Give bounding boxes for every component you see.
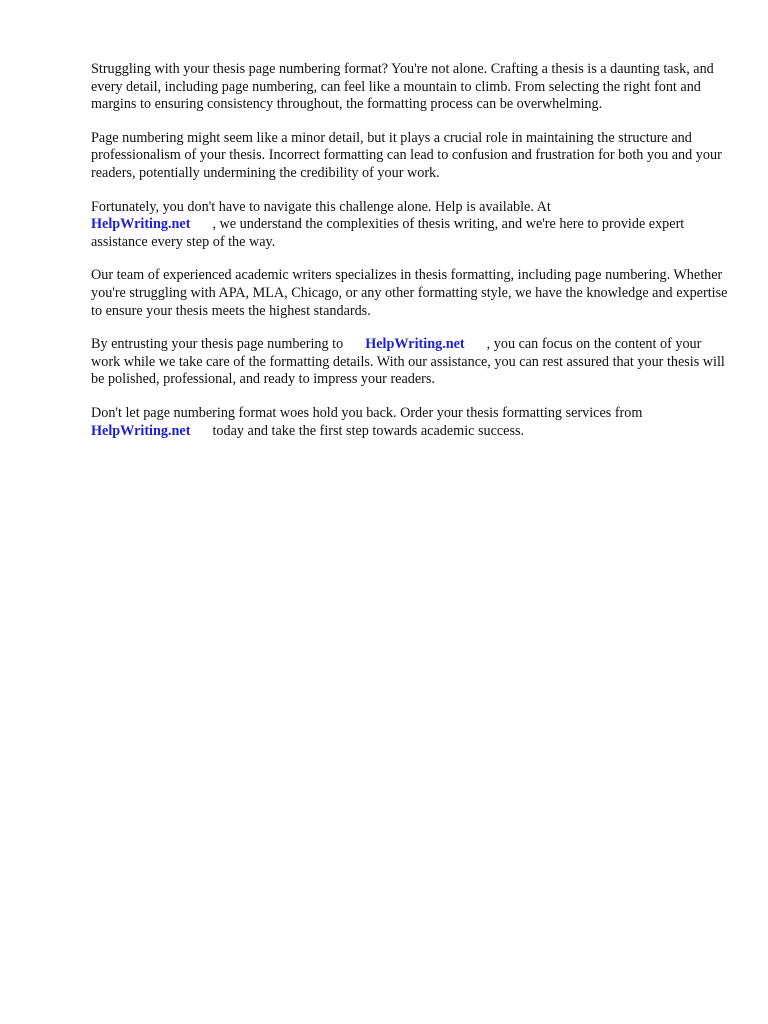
paragraph-help-available <box>91 199 731 252</box>
paragraph-team: Our team of experienced academic writers specializes in thesis formatting, including page numbering. Whether you're struggling with APA, MLA, Chicago, or any other formatting style, we have the knowledge and expertise to ensure your thesis meets the highest standards. <box>91 267 728 319</box>
paragraph-order-text-2: today and take the first step towards academic success. <box>212 422 525 439</box>
helpwriting-link[interactable]: HelpWriting.net <box>91 216 191 233</box>
helpwriting-link[interactable]: HelpWriting.net <box>365 336 465 353</box>
paragraph-entrusting-text: By entrusting your thesis page numbering to <box>91 336 344 353</box>
paragraph-entrusting <box>91 336 731 389</box>
paragraph-entrusting-text-2: , you can focus on the content of your work while we take care of the formatting details. With our assistance, you can rest assured that your thesis will be polished, professional, and ready to impress your readers. <box>91 336 725 388</box>
paragraph-importance: Page numbering might seem like a minor detail, but it plays a crucial role in maintaining the structure and professionalism of your thesis. Incorrect formatting can lead to confusion and frustration for both you and your readers, potentially undermining the credibility of your work. <box>91 129 722 181</box>
paragraph-intro: Struggling with your thesis page numbering format? You're not alone. Crafting a thesis is a daunting task, and every detail, including page numbering, can feel like a mountain to climb. From selecting the right font and margins to ensuring consistency throughout, the formatting process can be overwhelming. <box>91 61 714 113</box>
paragraph-order <box>91 405 731 440</box>
paragraph-help-available-text: Fortunately, you don't have to navigate this challenge alone. Help is available. At <box>91 198 551 215</box>
helpwriting-link[interactable]: HelpWriting.net <box>91 422 191 439</box>
paragraph-order-text: Don't let page numbering format woes hold you back. Order your thesis formatting services from <box>91 404 643 421</box>
paragraph-help-available-text-2: , we understand the complexities of thesis writing, and we're here to provide expert assistance every step of the way. <box>91 216 685 250</box>
document-page <box>91 61 731 456</box>
